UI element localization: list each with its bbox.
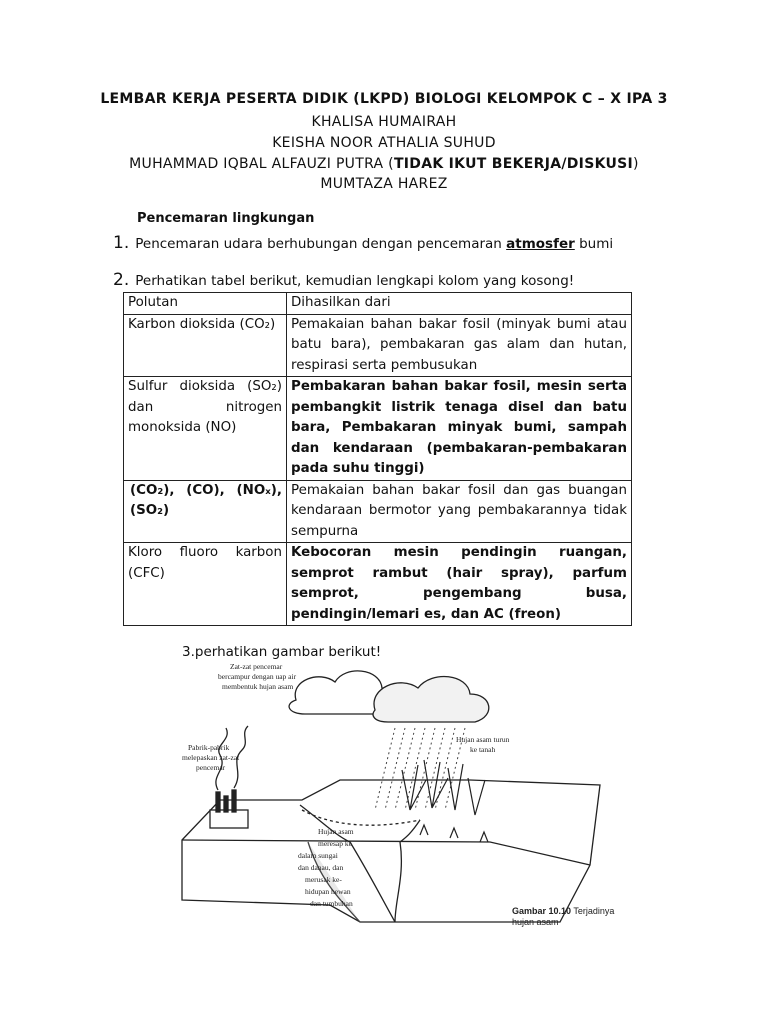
caption-rest: Terjadinya [571, 906, 615, 916]
water-label: dalam sungai [298, 851, 338, 860]
cloud-label: membentuk hujan asam [222, 682, 294, 691]
pollutant-table [123, 292, 632, 626]
table-header: Dihasilkan dari [287, 293, 632, 315]
question-text: Pencemaran udara berhubungan dengan pencemaran [135, 236, 507, 252]
rain-label: Hujan asam turun [456, 735, 510, 744]
water-label: dan danau, dan [298, 863, 344, 872]
member-name-close: ) [633, 156, 639, 172]
factory-label: melepaskan zat-zat [182, 753, 240, 762]
question-number: 2. [113, 270, 130, 290]
pollutant-cell: (CO₂), (CO), (NOₓ), (SO₂) [124, 480, 287, 543]
water-label: dan tumbuhan [310, 899, 353, 908]
worksheet-title: LEMBAR KERJA PESERTA DIDIK (LKPD) BIOLOGI KELOMPOK C – X IPA 3 [100, 91, 668, 107]
caption-bold: Gambar 10.10 [512, 906, 572, 916]
section-title: Pencemaran lingkungan [137, 211, 315, 226]
table-row [124, 314, 632, 377]
figure-caption [512, 906, 614, 916]
member-name: KEISHA NOOR ATHALIA SUHUD [272, 135, 496, 151]
table-row [124, 543, 632, 626]
question-tail: bumi [574, 236, 614, 252]
acid-rain-illustration [170, 660, 650, 960]
question-text: Perhatikan tabel berikut, kemudian lengkapi kolom yang kosong! [135, 273, 575, 289]
question-number: 1. [113, 233, 130, 253]
pollutant-cell: Karbon dioksida (CO₂) [124, 314, 287, 377]
water-label: hidupan hewan [305, 887, 351, 896]
question-answer: atmosfer [506, 236, 575, 252]
source-cell: Pemakaian bahan bakar fosil (minyak bumi atau batu bara), pembakaran gas alam dan hutan, respirasi serta pembusukan [287, 314, 632, 377]
table-row [124, 480, 632, 543]
source-cell: Kebocoran mesin pendingin ruangan, semprot rambut (hair spray), parfum semprot, pengembang busa, pendingin/lemari es, dan AC (freon) [287, 543, 632, 626]
question-1 [113, 233, 613, 253]
rain-label: ke tanah [470, 745, 496, 754]
cloud-label: Zat-zat pencemar [230, 662, 283, 671]
table-header: Polutan [124, 293, 287, 315]
question-2 [113, 270, 574, 290]
member-name: KHALISA HUMAIRAH [311, 114, 457, 130]
member-name-text: MUHAMMAD IQBAL ALFAUZI PUTRA ( [129, 156, 394, 172]
water-label: meresap ke [318, 839, 352, 848]
water-label: merusak ke- [305, 875, 342, 884]
pollutant-cell: Sulfur dioksida (SO₂) dan nitrogen monoksida (NO) [124, 377, 287, 481]
factory-label: Pabrik-pabrik [188, 743, 230, 752]
figure-caption-line2: hujan asam [512, 917, 559, 927]
cloud-label: bercampur dengan uap air [218, 672, 297, 681]
question-3: 3.perhatikan gambar berikut! [182, 644, 382, 660]
source-cell: Pemakaian bahan bakar fosil dan gas buangan kendaraan bermotor yang pembakarannya tidak sempurna [287, 480, 632, 543]
table-header-row [124, 293, 632, 315]
source-cell: Pembakaran bahan bakar fosil, mesin serta pembangkit listrik tenaga disel dan batu bara, Pembakaran minyak bumi, sampah dan kendaraan (pembakaran-pembakaran pada suhu tinggi) [287, 377, 632, 481]
member-name [0, 156, 768, 172]
table-row [124, 377, 632, 481]
water-label: Hujan asam [318, 827, 354, 836]
member-note: TIDAK IKUT BEKERJA/DISKUSI [393, 156, 634, 172]
member-name: MUMTAZA HAREZ [320, 176, 448, 192]
factory-label: pencemar [196, 763, 226, 772]
pollutant-cell: Kloro fluoro karbon (CFC) [124, 543, 287, 626]
